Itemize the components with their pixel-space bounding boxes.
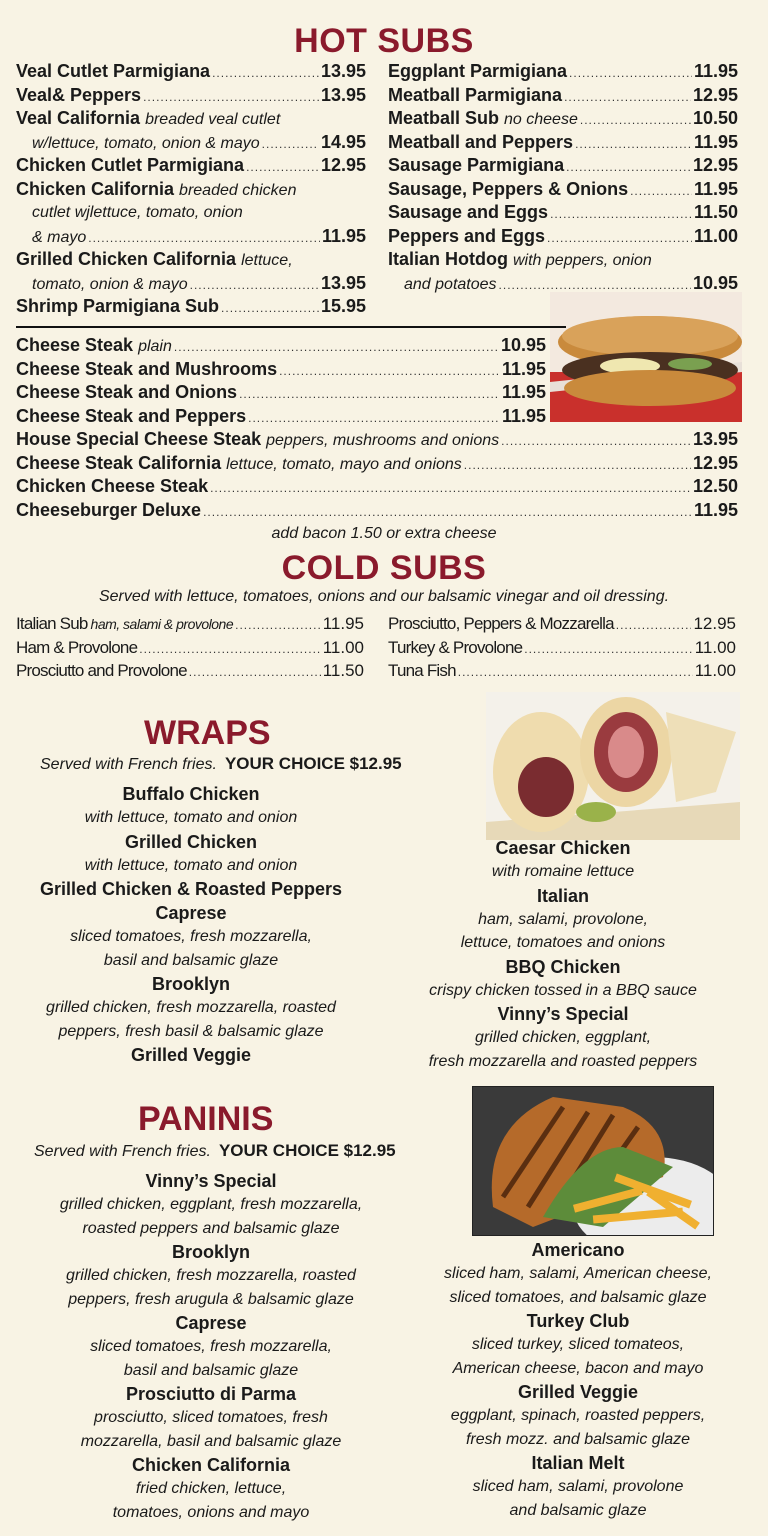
- menu-item-price: 13.95: [692, 429, 738, 449]
- dot-leader: [143, 86, 319, 110]
- menu-item-row: [16, 201, 366, 225]
- menu-item-row: [16, 428, 738, 452]
- menu-item-price: 11.50: [322, 661, 364, 680]
- menu-item-description: and potatoes: [404, 275, 497, 293]
- menu-item-description: lettuce, tomato, mayo and onions: [226, 455, 462, 473]
- menu-item-description: breaded chicken: [179, 181, 297, 199]
- menu-item-price: 11.50: [693, 202, 738, 222]
- cold-subs-heading: COLD SUBS: [281, 549, 487, 587]
- menu-item-name: Sausage and Eggs: [388, 202, 549, 222]
- dot-leader: [550, 203, 692, 227]
- menu-item-name: Buffalo Chicken: [122, 784, 260, 804]
- menu-item-row: [388, 107, 738, 131]
- cold-subs-right-column: [388, 612, 736, 683]
- menu-item-row: [16, 60, 366, 84]
- wraps-heading: WRAPS: [144, 714, 271, 752]
- menu-item-description: sliced tomatoes, and balsamic glaze: [449, 1288, 707, 1306]
- menu-item-description: tomato, onion & mayo: [32, 275, 188, 293]
- menu-item-name: Veal California: [16, 108, 141, 128]
- menu-item-description: peppers, fresh arugula & balsamic glaze: [68, 1290, 354, 1308]
- menu-item-name: Cheeseburger Deluxe: [16, 499, 202, 520]
- menu-item-description: basil and balsamic glaze: [103, 951, 279, 969]
- menu-item-price: 11.95: [693, 178, 738, 199]
- wraps-right-column: [400, 836, 726, 1073]
- menu-item-name: Tuna Fish: [388, 661, 456, 680]
- menu-item-row: [388, 178, 738, 202]
- cheese-steak-list-wide: [16, 428, 738, 522]
- dot-leader: [239, 383, 500, 407]
- menu-item-name: Meatball Parmigiana: [388, 84, 563, 105]
- menu-item-row: [16, 225, 366, 249]
- menu-item-price: 12.95: [320, 155, 366, 175]
- menu-item-price: 11.00: [694, 637, 736, 657]
- menu-item-description: tomatoes, onions and mayo: [112, 1503, 310, 1521]
- menu-item-row: [388, 612, 736, 636]
- menu-item-name: Cheese Steak and Peppers: [16, 405, 247, 426]
- menu-item-description: grilled chicken, eggplant,: [474, 1029, 652, 1046]
- wraps-left-column: [16, 782, 366, 1067]
- menu-item-name: BBQ Chicken: [505, 956, 621, 977]
- menu-item-description: sliced ham, salami, American cheese,: [444, 1265, 712, 1282]
- menu-item-price: 11.95: [693, 131, 738, 152]
- menu-item-price: 11.95: [501, 405, 546, 426]
- menu-item-row: [16, 107, 366, 131]
- menu-item-row: [16, 272, 366, 296]
- menu-item-price: 11.95: [693, 61, 738, 81]
- wraps-served-line: [40, 754, 402, 774]
- menu-item-price: 11.00: [693, 225, 738, 246]
- menu-item-description: peppers, mushrooms and onions: [266, 432, 500, 449]
- menu-item-name: Italian: [536, 885, 589, 906]
- menu-item-name: Grilled Chicken California: [16, 249, 237, 269]
- menu-item-name: Cheese Steak: [16, 335, 134, 355]
- menu-item-name: Vinny’s Special: [497, 1004, 629, 1024]
- menu-item-name: Grilled Chicken & Roasted Peppers: [39, 879, 343, 899]
- dot-leader: [575, 133, 692, 157]
- menu-item-name: Meatball Sub: [388, 108, 500, 128]
- dot-leader: [174, 336, 499, 360]
- menu-item-name: Shrimp Parmigiana Sub: [16, 296, 220, 316]
- dot-leader: [464, 454, 691, 478]
- dot-leader: [630, 180, 692, 204]
- menu-item-description: breaded veal cutlet: [145, 111, 281, 128]
- menu-item-row: [388, 201, 738, 225]
- paninis-left-column: [26, 1169, 396, 1524]
- dot-leader: [501, 430, 691, 454]
- hot-subs-heading: HOT SUBS: [294, 22, 474, 60]
- menu-item-row: [16, 612, 364, 636]
- menu-item-name: Ham & Provolone: [16, 637, 138, 657]
- menu-item-description: sliced tomatoes, fresh mozzarella,: [70, 928, 312, 945]
- menu-item-name: Sausage, Peppers & Onions: [388, 178, 629, 199]
- dot-leader: [221, 297, 319, 321]
- paninis-right-column: [412, 1238, 744, 1522]
- menu-item-description: ham, salami & provolone: [90, 616, 234, 632]
- menu-item-name: Meatball and Peppers: [388, 131, 574, 152]
- menu-item-name: Brooklyn: [171, 1242, 250, 1262]
- menu-item-description: fried chicken, lettuce,: [135, 1480, 287, 1497]
- menu-item-description: basil and balsamic glaze: [123, 1361, 299, 1379]
- panini-photo: [472, 1086, 714, 1236]
- menu-item-name: Grilled Veggie: [517, 1382, 639, 1402]
- menu-item-name: Eggplant Parmigiana: [388, 61, 568, 81]
- menu-item-name: Brooklyn: [151, 974, 230, 994]
- menu-item-name: Veal& Peppers: [16, 84, 142, 105]
- menu-item-description: grilled chicken, fresh mozzarella, roasted: [46, 999, 336, 1016]
- menu-item-description: lettuce, tomatoes and onions: [460, 934, 666, 951]
- menu-item-description: sliced turkey, sliced tomateos,: [471, 1336, 685, 1353]
- menu-item-name: Veal Cutlet Parmigiana: [16, 61, 211, 81]
- menu-item-row: [16, 405, 546, 429]
- menu-item-price: 12.95: [692, 84, 738, 105]
- menu-item-row: [388, 636, 736, 660]
- menu-item-row: [388, 225, 738, 249]
- dot-leader: [235, 614, 321, 638]
- dot-leader: [458, 661, 693, 685]
- dot-leader: [88, 227, 320, 251]
- menu-item-description: w/lettuce, tomato, onion & mayo: [32, 134, 260, 152]
- paninis-served-line: [34, 1141, 396, 1161]
- dot-leader: [139, 638, 320, 662]
- menu-item-description: with lettuce, tomato and onion: [84, 856, 298, 874]
- paninis-choice-price: YOUR CHOICE $12.95: [218, 1141, 396, 1160]
- menu-item-row: [388, 84, 738, 108]
- menu-item-name: Prosciutto di Parma: [125, 1384, 297, 1404]
- menu-item-description: fresh mozz. and balsamic glaze: [465, 1430, 691, 1448]
- menu-item-row: [16, 248, 366, 272]
- menu-item-description: cutlet wjlettuce, tomato, onion: [32, 204, 243, 221]
- menu-item-row: [16, 154, 366, 178]
- dot-leader: [616, 614, 692, 638]
- menu-item-name: House Special Cheese Steak: [16, 429, 262, 449]
- menu-item-name: Americano: [531, 1240, 625, 1260]
- menu-item-description: with lettuce, tomato and onion: [84, 809, 298, 826]
- menu-item-description: mozzarella, basil and balsamic glaze: [80, 1432, 342, 1450]
- menu-item-row: [388, 659, 736, 683]
- menu-item-description: plain: [138, 338, 172, 355]
- cheesesteak-photo: [550, 292, 742, 422]
- menu-item-price: 11.95: [501, 358, 546, 379]
- menu-item-description: eggplant, spinach, roasted peppers,: [450, 1407, 706, 1424]
- hot-subs-left-column: [16, 60, 366, 319]
- menu-item-row: [16, 636, 364, 660]
- menu-item-price: 11.95: [501, 382, 546, 402]
- dot-leader: [203, 501, 692, 525]
- menu-item-price: 12.95: [692, 452, 738, 473]
- menu-item-description: with peppers, onion: [513, 252, 652, 269]
- menu-item-name: Cheese Steak and Onions: [16, 382, 238, 402]
- menu-item-name: Italian Hotdog: [388, 249, 508, 269]
- menu-item-description: lettuce,: [241, 252, 293, 269]
- menu-item-name: Sausage Parmigiana: [388, 155, 565, 175]
- menu-item-description: & mayo: [32, 228, 87, 246]
- dot-leader: [246, 156, 319, 180]
- dot-leader: [524, 638, 692, 662]
- menu-item-name: Cheese Steak and Mushrooms: [16, 358, 278, 379]
- menu-item-row: [16, 295, 366, 319]
- menu-item-price: 12.50: [692, 476, 738, 496]
- menu-item-row: [16, 499, 738, 523]
- dot-leader: [189, 661, 321, 685]
- menu-item-price: 11.00: [694, 661, 736, 680]
- menu-item-price: 14.95: [320, 131, 366, 152]
- menu-item-name: Turkey & Provolone: [388, 637, 523, 657]
- menu-item-price: 15.95: [320, 296, 366, 316]
- menu-item-row: [16, 659, 364, 683]
- menu-item-description: and balsamic glaze: [509, 1501, 647, 1519]
- cheese-steak-list: [16, 334, 546, 428]
- menu-item-name: Chicken Cutlet Parmigiana: [16, 155, 245, 175]
- menu-item-price: 11.95: [693, 499, 738, 520]
- menu-item-name: Caesar Chicken: [495, 838, 631, 858]
- dot-leader: [210, 477, 691, 501]
- add-bacon-note: add bacon 1.50 or extra cheese: [271, 525, 497, 542]
- dot-leader: [569, 62, 692, 86]
- menu-item-price: 12.95: [693, 614, 736, 633]
- menu-item-row: [16, 358, 546, 382]
- menu-item-description: grilled chicken, fresh mozzarella, roasted: [66, 1267, 356, 1284]
- menu-item-price: 10.50: [692, 108, 738, 128]
- menu-item-name: Vinny’s Special: [145, 1171, 277, 1191]
- menu-item-name: Grilled Chicken: [124, 831, 258, 852]
- menu-item-price: 11.00: [322, 637, 364, 657]
- menu-item-price: 11.95: [322, 614, 364, 633]
- menu-item-description: fresh mozzarella and roasted peppers: [428, 1052, 698, 1070]
- menu-item-row: [16, 334, 546, 358]
- menu-item-row: [16, 452, 738, 476]
- menu-item-name: Turkey Club: [526, 1311, 630, 1331]
- menu-item-name: Cheese Steak California: [16, 452, 222, 473]
- menu-item-row: [16, 84, 366, 108]
- dot-leader: [262, 133, 319, 157]
- menu-item-description: ham, salami, provolone,: [478, 910, 648, 928]
- menu-item-name: Peppers and Eggs: [388, 225, 546, 246]
- menu-item-description: American cheese, bacon and mayo: [452, 1359, 704, 1377]
- dot-leader: [248, 407, 500, 431]
- paninis-served: Served with French fries.: [34, 1143, 211, 1160]
- menu-item-description: no cheese: [504, 111, 578, 128]
- menu-item-price: 10.95: [500, 335, 546, 355]
- menu-item-row: [388, 154, 738, 178]
- menu-item-name: Chicken Cheese Steak: [16, 476, 209, 496]
- menu-item-row: [388, 60, 738, 84]
- dot-leader: [580, 109, 691, 133]
- menu-item-name: Prosciutto and Provolone: [16, 661, 187, 680]
- wraps-choice-price: YOUR CHOICE $12.95: [224, 754, 402, 773]
- menu-item-row: [16, 475, 738, 499]
- menu-item-name: Italian Sub: [16, 614, 88, 633]
- menu-item-price: 10.95: [692, 272, 738, 293]
- menu-item-description: with romaine lettuce: [491, 863, 635, 880]
- menu-item-name: Caprese: [155, 903, 227, 923]
- menu-item-name: Chicken California: [16, 178, 175, 199]
- menu-item-name: Italian Melt: [531, 1453, 625, 1473]
- menu-item-description: grilled chicken, eggplant, fresh mozzarella,: [59, 1196, 363, 1213]
- dot-leader: [190, 274, 319, 298]
- menu-item-row: [388, 248, 738, 272]
- menu-item-description: sliced ham, salami, provolone: [472, 1478, 684, 1495]
- wraps-served: Served with French fries.: [40, 756, 217, 773]
- menu-item-row: [16, 131, 366, 155]
- menu-item-name: Grilled Veggie: [130, 1045, 252, 1065]
- hot-subs-right-column: [388, 60, 738, 295]
- menu-item-price: 12.95: [692, 155, 738, 175]
- menu-item-description: prosciutto, sliced tomatoes, fresh: [94, 1409, 328, 1426]
- cold-subs-tagline: Served with lettuce, tomatoes, onions and our balsamic vinegar and oil dressing.: [98, 588, 670, 605]
- menu-item-description: sliced tomatoes, fresh mozzarella,: [90, 1338, 332, 1355]
- menu-item-row: [16, 381, 546, 405]
- menu-item-row: [16, 178, 366, 202]
- wrap-photo: [486, 692, 740, 840]
- dot-leader: [566, 156, 691, 180]
- menu-item-name: Caprese: [175, 1313, 247, 1333]
- menu-item-name: Prosciutto, Peppers & Mozzarella: [388, 614, 614, 633]
- menu-item-price: 13.95: [320, 84, 366, 105]
- section-divider: [16, 326, 566, 328]
- cold-subs-left-column: [16, 612, 364, 683]
- paninis-heading: PANINIS: [138, 1100, 274, 1138]
- menu-item-price: 13.95: [320, 61, 366, 81]
- menu-item-row: [388, 131, 738, 155]
- dot-leader: [212, 62, 319, 86]
- menu-item-price: 11.95: [321, 225, 366, 246]
- menu-item-description: roasted peppers and balsamic glaze: [82, 1219, 340, 1237]
- menu-item-description: crispy chicken tossed in a BBQ sauce: [429, 981, 697, 999]
- dot-leader: [279, 360, 500, 384]
- menu-item-description: peppers, fresh basil & balsamic glaze: [58, 1022, 324, 1040]
- menu-item-name: Chicken California: [131, 1455, 291, 1475]
- dot-leader: [564, 86, 691, 110]
- menu-item-price: 13.95: [320, 272, 366, 293]
- dot-leader: [547, 227, 692, 251]
